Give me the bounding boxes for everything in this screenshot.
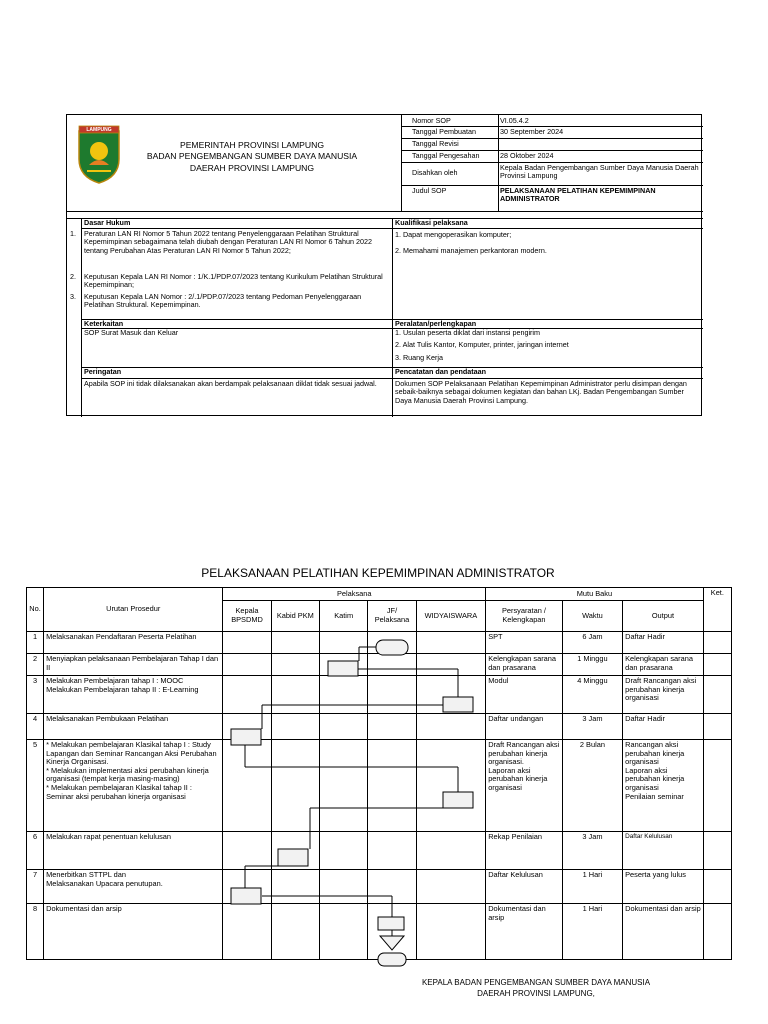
row-no: 8 [27,904,44,960]
row-actor-cell [368,632,416,654]
row-output: Daftar Hadir [623,714,704,740]
kualifikasi-item-1: 1. Dapat mengoperasikan komputer; [395,230,512,239]
col-actor-jf: JF/ Pelaksana [368,601,416,632]
logo-text: LAMPUNG [86,126,112,133]
row-no: 3 [27,676,44,714]
row-no: 2 [27,654,44,676]
procedure-row [27,904,732,960]
meta-label-disahkan: Disahkan oleh [412,168,458,177]
row-actor-cell [223,870,271,904]
meta-value-pembuatan: 30 September 2024 [500,127,564,136]
row-urutan: Melaksanakan Pembukaan Pelatihan [44,714,223,740]
row-no: 1 [27,632,44,654]
org-line-2: BADAN PENGEMBANGAN SUMBER DAYA MANUSIA [146,151,358,162]
pencatatan-text: Dokumen SOP Pelaksanaan Pelatihan Kepemimpinan Administrator perlu disimpan dengan sebaik-baiknya sebagai dokumen kegiatan dan bahan LKj. Badan Pengembangan Sumber Daya Manusia Daerah Provinsi Lampung. [395,379,687,405]
procedure-row [27,632,732,654]
row-actor-cell [416,676,486,714]
row-actor-cell [223,676,271,714]
row-output: Daftar Hadir [623,632,704,654]
row-actor-cell [416,832,486,870]
row-actor-cell [416,632,486,654]
lampung-emblem-icon [77,125,121,185]
row-actor-cell [271,904,319,960]
row-output: Kelengkapan sarana dan prasarana [623,654,704,676]
row-output: Daftar Kelulusan [623,832,704,870]
meta-label-nomor: Nomor SOP [412,116,451,125]
procedure-title: PELAKSANAAN PELATIHAN KEPEMIMPINAN ADMINISTRATOR [201,566,555,580]
signature-line-1: KEPALA BADAN PENGEMBANGAN SUMBER DAYA MANUSIA [421,978,651,987]
row-ket [703,714,731,740]
row-actor-cell [223,632,271,654]
row-actor-cell [416,740,486,832]
row-persyaratan: Rekap Penilaian [486,832,563,870]
meta-value-pengesahan: 28 Oktober 2024 [500,151,554,160]
row-actor-cell [368,676,416,714]
meta-label-judul: Judul SOP [412,186,447,195]
row-urutan: Menerbitkan STTPL dan Melaksanakan Upacara penutupan. [44,870,223,904]
row-ket [703,740,731,832]
peringatan-title: Peringatan [84,367,122,376]
row-actor-cell [271,740,319,832]
kualifikasi-title: Kualifikasi pelaksana [395,218,468,227]
row-urutan: * Melakukan pembelajaran Klasikal tahap I : Study Lapangan dan Seminar Rancangan Aksi Perubahan Kinerja Organisasi. * Melakukan implementasi aksi perubahan kinerja organisasi (tempat kerja masing-masing) * Melakukan pembelajaran Klasikal tahap II : Seminar aksi perubahan kinerja organisasi [44,740,223,832]
row-actor-cell [368,904,416,960]
row-actor-cell [320,832,368,870]
row-actor-cell [271,832,319,870]
dasar-hukum-title: Dasar Hukum [84,218,131,227]
row-actor-cell [416,714,486,740]
row-persyaratan: SPT [486,632,563,654]
row-actor-cell [416,654,486,676]
col-pelaksana: Pelaksana [223,588,486,601]
row-actor-cell [368,654,416,676]
procedure-row [27,832,732,870]
procedure-row [27,870,732,904]
row-ket [703,832,731,870]
peringatan-text: Apabila SOP ini tidak dilaksanakan akan berdampak pelaksanaan diklat tidak sesuai jadwal. [84,379,377,388]
keterkaitan-text: SOP Surat Masuk dan Keluar [84,328,179,337]
signature-block [398,977,674,999]
row-actor-cell [320,740,368,832]
row-persyaratan: Draft Rancangan aksi perubahan kinerja organisasi. Laporan aksi perubahan kinerja organisasi [486,740,563,832]
dasar-hukum-item-2: Keputusan Kepala LAN RI Nomor : 1/K.1/PDP.07/2023 tentang Kurikulum Pelatihan Struktural Kepemimpinan; [84,272,383,290]
row-actor-cell [320,870,368,904]
meta-label-pembuatan: Tanggal Pembuatan [412,127,476,136]
row-persyaratan: Modul [486,676,563,714]
row-persyaratan: Daftar undangan [486,714,563,740]
row-actor-cell [271,676,319,714]
procedure-row [27,676,732,714]
col-ket: Ket. [703,588,731,632]
row-output: Rancangan aksi perubahan kinerja organisasi Laporan aksi perubahan kinerja organisasi Penilaian seminar [623,740,704,832]
row-actor-cell [223,654,271,676]
col-actor-kabid: Kabid PKM [271,601,319,632]
row-actor-cell [271,654,319,676]
kualifikasi-item-2: 2. Memahami manajemen perkantoran modern. [395,246,547,255]
row-actor-cell [320,654,368,676]
row-persyaratan: Daftar Kelulusan [486,870,563,904]
procedure-row [27,654,732,676]
row-actor-cell [320,904,368,960]
row-persyaratan: Kelengkapan sarana dan prasarana [486,654,563,676]
row-actor-cell [223,832,271,870]
row-waktu: 3 Jam [562,832,622,870]
col-no: No. [27,588,44,632]
row-no: 7 [27,870,44,904]
dasar-hukum-item-1: Peraturan LAN RI Nomor 5 Tahun 2022 tentang Penyelenggaraan Pelatihan Struktural Kepemimpinan sebagaimana telah diubah dengan Peraturan LAN RI Nomor 6 Tahun 2022 tentang Perubahan Atas Peraturan LAN RI Nomor 5 Tahun 2022; [84,229,372,255]
col-output: Output [623,601,704,632]
row-waktu: 1 Hari [562,870,622,904]
row-actor-cell [271,870,319,904]
peralatan-item-1: 1. Usulan peserta diklat dari instansi pengirim [395,328,541,337]
row-actor-cell [416,870,486,904]
row-waktu: 6 Jam [562,632,622,654]
lampung-logo [77,125,121,185]
procedure-table [26,587,732,960]
row-actor-cell [368,832,416,870]
row-persyaratan: Dokumentasi dan arsip [486,904,563,960]
row-urutan: Dokumentasi dan arsip [44,904,223,960]
row-no: 5 [27,740,44,832]
row-output: Dokumentasi dan arsip [623,904,704,960]
col-actor-kepala: Kepala BPSDMD [223,601,271,632]
row-actor-cell [271,714,319,740]
signature-line-2: DAERAH PROVINSI LAMPUNG, [477,989,595,998]
row-actor-cell [223,904,271,960]
row-actor-cell [368,870,416,904]
col-waktu: Waktu [562,601,622,632]
row-actor-cell [368,714,416,740]
col-actor-widyaiswara: WIDYAISWARA [416,601,486,632]
peralatan-item-2: 2. Alat Tulis Kantor, Komputer, printer, jaringan internet [395,340,569,349]
row-no: 6 [27,832,44,870]
meta-value-nomor: VI.05.4.2 [500,116,529,125]
row-ket [703,870,731,904]
meta-label-revisi: Tanggal Revisi [412,139,459,148]
row-actor-cell [223,714,271,740]
row-actor-cell [368,740,416,832]
row-urutan: Menyiapkan pelaksanaan Pembelajaran Tahap I dan II [44,654,223,676]
org-title [127,140,377,174]
row-waktu: 3 Jam [562,714,622,740]
row-actor-cell [320,632,368,654]
row-ket [703,676,731,714]
peralatan-item-3: 3. Ruang Kerja [395,353,443,362]
meta-value-disahkan: Kepala Badan Pengembangan Sumber Daya Manusia Daerah Provinsi Lampung [500,163,699,181]
pencatatan-title: Pencatatan dan pendataan [395,367,487,376]
sop-header-block [66,114,702,416]
col-actor-katim: Katim [320,601,368,632]
meta-value-judul: PELAKSANAAN PELATIHAN KEPEMIMPINAN ADMINISTRATOR [500,186,656,204]
meta-label-pengesahan: Tanggal Pengesahan [412,151,480,160]
row-ket [703,654,731,676]
row-ket [703,632,731,654]
row-urutan: Melakukan Pembelajaran tahap I : MOOC Melakukan Pembelajaran tahap II : E-Learning [44,676,223,714]
row-output: Peserta yang lulus [623,870,704,904]
col-mutu-baku: Mutu Baku [486,588,704,601]
row-actor-cell [320,714,368,740]
procedure-row [27,714,732,740]
row-actor-cell [223,740,271,832]
row-output: Draft Rancangan aksi perubahan kinerja organisasi [623,676,704,714]
org-line-3: DAERAH PROVINSI LAMPUNG [189,162,315,173]
peralatan-title: Peralatan/perlengkapan [395,319,477,328]
keterkaitan-title: Keterkaitan [84,319,124,328]
row-actor-cell [271,632,319,654]
dasar-hukum-num-1: 1. [70,229,76,238]
dasar-hukum-item-3: Keputusan Kepala LAN Nomor : 2/.1/PDP.07/2023 tentang Pedoman Penyelenggaraan Pelatihan Struktural. Kepemimpinan. [84,292,362,310]
procedure-row [27,740,732,832]
row-actor-cell [416,904,486,960]
row-ket [703,904,731,960]
col-persyaratan: Persyaratan / Kelengkapan [486,601,563,632]
dasar-hukum-num-3: 3. [70,292,76,301]
row-urutan: Melakukan rapat penentuan kelulusan [44,832,223,870]
row-waktu: 1 Minggu [562,654,622,676]
row-waktu: 1 Hari [562,904,622,960]
row-waktu: 2 Bulan [562,740,622,832]
row-urutan: Melaksanakan Pendaftaran Peserta Pelatihan [44,632,223,654]
row-waktu: 4 Minggu [562,676,622,714]
dasar-hukum-num-2: 2. [70,272,76,281]
row-no: 4 [27,714,44,740]
row-actor-cell [320,676,368,714]
org-line-1: PEMERINTAH PROVINSI LAMPUNG [179,140,325,150]
col-urutan: Urutan Prosedur [44,588,223,632]
